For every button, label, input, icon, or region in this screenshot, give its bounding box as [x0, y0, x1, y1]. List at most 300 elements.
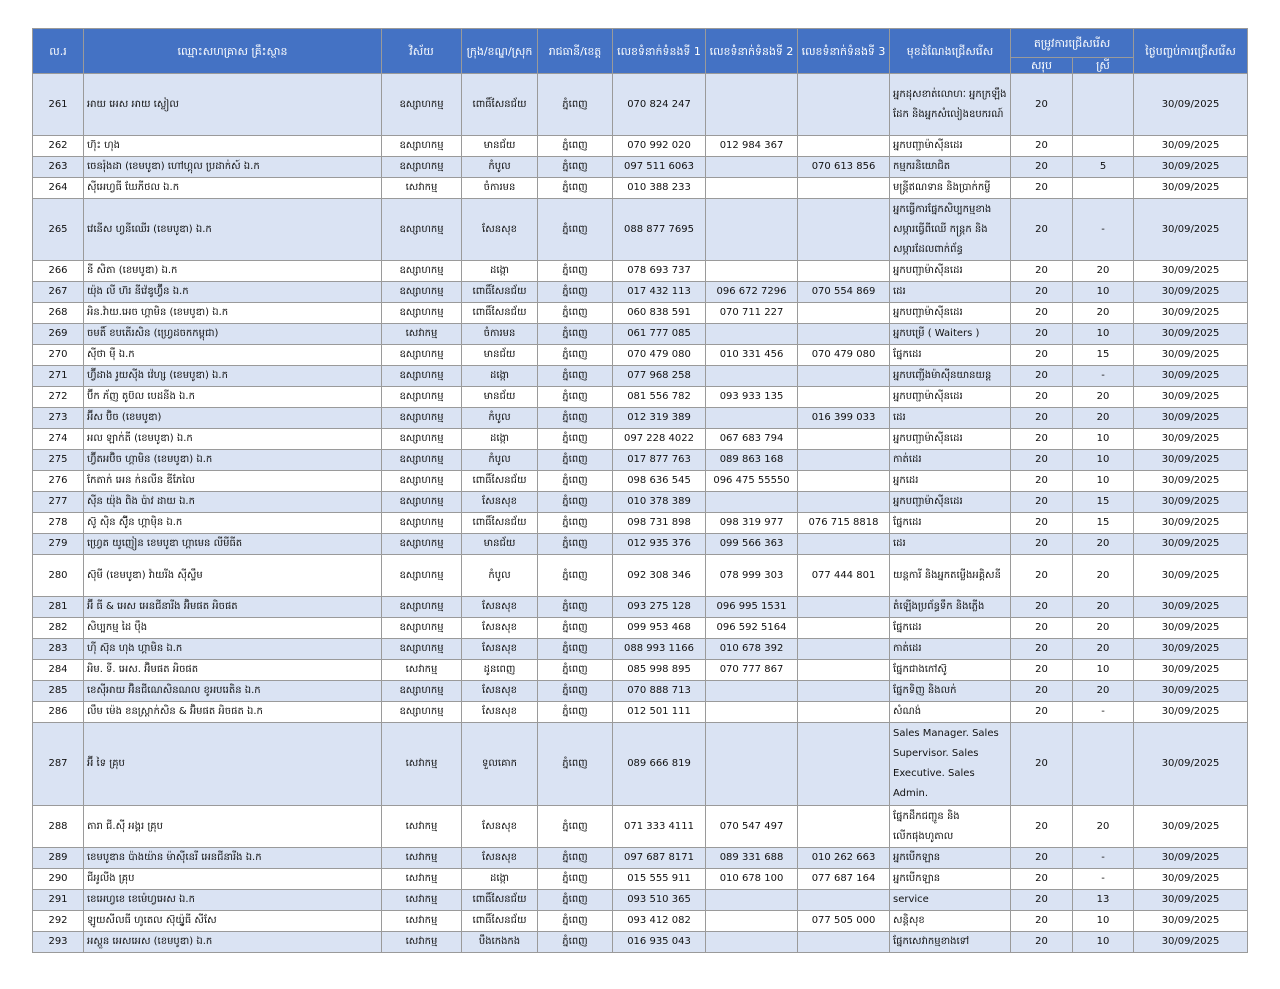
sector-cell: សេវាកម្ម — [382, 324, 462, 345]
total-count-cell: 20 — [1011, 932, 1073, 953]
district-cell: កំបូល — [462, 450, 538, 471]
row-number-cell: 264 — [33, 178, 84, 199]
deadline-cell: 30/09/2025 — [1134, 429, 1248, 450]
district-cell: មានជ័យ — [462, 534, 538, 555]
phone-1-cell: 012 935 376 — [613, 534, 706, 555]
row-number-cell: 275 — [33, 450, 84, 471]
sector-cell: សេវាកម្ម — [382, 911, 462, 932]
company-name-cell: ឡូយសីលធី ហូតេល ស៊ុយ្វ៉ូធី សីសែ — [84, 911, 382, 932]
phone-3-cell — [798, 932, 890, 953]
row-number-cell: 288 — [33, 806, 84, 848]
province-cell: ភ្នំពេញ — [538, 723, 613, 806]
province-cell: ភ្នំពេញ — [538, 597, 613, 618]
deadline-cell: 30/09/2025 — [1134, 660, 1248, 681]
female-count-cell: 15 — [1073, 345, 1134, 366]
phone-3-cell: 070 613 856 — [798, 157, 890, 178]
deadline-cell: 30/09/2025 — [1134, 890, 1248, 911]
deadline-cell: 30/09/2025 — [1134, 345, 1248, 366]
total-count-cell: 20 — [1011, 534, 1073, 555]
sector-cell: ឧស្សាហកម្ម — [382, 429, 462, 450]
sector-cell: ឧស្សាហកម្ម — [382, 492, 462, 513]
total-count-cell: 20 — [1011, 74, 1073, 136]
district-cell: ពោធិ៍សែនជ័យ — [462, 74, 538, 136]
sector-cell: ឧស្សាហកម្ម — [382, 702, 462, 723]
position-cell: អ្នកបញ្ជាម៉ាស៊ីនដេរ — [890, 303, 1011, 324]
total-count-cell: 20 — [1011, 618, 1073, 639]
sector-cell: ឧស្សាហកម្ម — [382, 303, 462, 324]
total-count-cell: 20 — [1011, 869, 1073, 890]
phone-3-cell — [798, 387, 890, 408]
company-name-cell: កែតាក់ អេន ក់នលីន ឌីភែលៃ — [84, 471, 382, 492]
deadline-cell: 30/09/2025 — [1134, 408, 1248, 429]
phone-2-cell: 093 933 135 — [706, 387, 798, 408]
phone-2-cell — [706, 261, 798, 282]
position-cell: ដេរ — [890, 408, 1011, 429]
sector-cell: ឧស្សាហកម្ម — [382, 681, 462, 702]
company-name-cell: អិម. ទី. អេស. អ៊ិមផត អិចផត — [84, 660, 382, 681]
header-no: ល.រ — [33, 29, 84, 74]
female-count-cell: 20 — [1073, 597, 1134, 618]
table-row — [33, 408, 1248, 429]
district-cell: ដង្កោ — [462, 366, 538, 387]
sector-cell: ឧស្សាហកម្ម — [382, 387, 462, 408]
sector-cell: ឧស្សាហកម្ម — [382, 345, 462, 366]
position-cell: ផ្នែកជាងកៅស៊ូ — [890, 660, 1011, 681]
phone-2-cell — [706, 911, 798, 932]
total-count-cell: 20 — [1011, 806, 1073, 848]
phone-1-cell: 081 556 782 — [613, 387, 706, 408]
total-count-cell: 20 — [1011, 178, 1073, 199]
row-number-cell: 282 — [33, 618, 84, 639]
phone-2-cell: 089 863 168 — [706, 450, 798, 471]
company-name-cell: លឹម ម៉េង ខនស្ត្រាក់សិន & អ៊ិមផត អិចផត ឯ.ក — [84, 702, 382, 723]
phone-2-cell — [706, 408, 798, 429]
district-cell: ពោធិ៍សែនជ័យ — [462, 513, 538, 534]
female-count-cell: 20 — [1073, 303, 1134, 324]
phone-3-cell: 077 687 164 — [798, 869, 890, 890]
district-cell: សែនសុខ — [462, 848, 538, 869]
header-total: សរុប — [1011, 58, 1073, 74]
province-cell: ភ្នំពេញ — [538, 890, 613, 911]
row-number-cell: 283 — [33, 639, 84, 660]
deadline-cell: 30/09/2025 — [1134, 157, 1248, 178]
position-cell: អ្នកបើកឡាន — [890, 869, 1011, 890]
phone-2-cell — [706, 178, 798, 199]
phone-3-cell — [798, 534, 890, 555]
position-cell: អ្នកបញ្ជាម៉ាស៊ីនដេរ — [890, 492, 1011, 513]
province-cell: ភ្នំពេញ — [538, 450, 613, 471]
position-cell: អ្នកបើកឡាន — [890, 848, 1011, 869]
district-cell: ដង្កោ — [462, 261, 538, 282]
header-phone1: លេខទំនាក់ទំនងទី 1 — [613, 29, 706, 74]
female-count-cell: 5 — [1073, 157, 1134, 178]
phone-3-cell: 076 715 8818 — [798, 513, 890, 534]
position-cell: យន្តការី និងអ្នកតម្លើងអគ្គិសនី — [890, 555, 1011, 597]
row-number-cell: 287 — [33, 723, 84, 806]
table-row — [33, 492, 1248, 513]
sector-cell: ឧស្សាហកម្ម — [382, 597, 462, 618]
company-name-cell: ចេនរ៉ុងដា (ខេមបូឌា) ហៅហ្គុល ប្រដាក់ស៍ ឯ.ក — [84, 157, 382, 178]
province-cell: ភ្នំពេញ — [538, 513, 613, 534]
province-cell: ភ្នំពេញ — [538, 324, 613, 345]
phone-2-cell — [706, 932, 798, 953]
table-row — [33, 555, 1248, 597]
phone-2-cell — [706, 890, 798, 911]
table-row — [33, 660, 1248, 681]
position-cell: ផ្នែកដេរ — [890, 513, 1011, 534]
province-cell: ភ្នំពេញ — [538, 932, 613, 953]
district-cell: ទួលគោក — [462, 723, 538, 806]
phone-1-cell: 097 228 4022 — [613, 429, 706, 450]
total-count-cell: 20 — [1011, 345, 1073, 366]
district-cell: មានជ័យ — [462, 345, 538, 366]
total-count-cell: 20 — [1011, 471, 1073, 492]
company-name-cell: ស៊ុមី (ខេមបូឌា) វ៉ាយរីង ស៊ីស្ទឹម — [84, 555, 382, 597]
company-name-cell: អល ឡាក់តី (ខេមបូឌា) ឯ.ក — [84, 429, 382, 450]
female-count-cell — [1073, 178, 1134, 199]
district-cell: កំបូល — [462, 555, 538, 597]
position-cell: សន្តិសុខ — [890, 911, 1011, 932]
phone-1-cell: 017 432 113 — [613, 282, 706, 303]
deadline-cell: 30/09/2025 — [1134, 178, 1248, 199]
phone-2-cell: 096 995 1531 — [706, 597, 798, 618]
company-name-cell: ប៊ីក ភ័ញ តូប៊ល បេដនីង ឯ.ក — [84, 387, 382, 408]
position-cell: ផ្នែកសេវាកម្មខាងទៅ — [890, 932, 1011, 953]
deadline-cell: 30/09/2025 — [1134, 639, 1248, 660]
position-cell: មន្ត្រីឥណទាន និងប្រាក់កម្ចី — [890, 178, 1011, 199]
position-cell: អ្នកបញ្ជាម៉ាស៊ីនដេរ — [890, 261, 1011, 282]
phone-3-cell — [798, 660, 890, 681]
table-row — [33, 723, 1248, 806]
table-row — [33, 429, 1248, 450]
sector-cell: ឧស្សាហកម្ម — [382, 555, 462, 597]
table-row — [33, 681, 1248, 702]
table-row — [33, 199, 1248, 261]
province-cell: ភ្នំពេញ — [538, 681, 613, 702]
phone-1-cell: 089 666 819 — [613, 723, 706, 806]
row-number-cell: 285 — [33, 681, 84, 702]
female-count-cell: 20 — [1073, 639, 1134, 660]
female-count-cell: - — [1073, 848, 1134, 869]
phone-2-cell: 010 331 456 — [706, 345, 798, 366]
phone-2-cell: 067 683 794 — [706, 429, 798, 450]
row-number-cell: 276 — [33, 471, 84, 492]
phone-1-cell: 010 378 389 — [613, 492, 706, 513]
deadline-cell: 30/09/2025 — [1134, 911, 1248, 932]
total-count-cell: 20 — [1011, 136, 1073, 157]
district-cell: បឹងកេងកង — [462, 932, 538, 953]
position-cell: service — [890, 890, 1011, 911]
sector-cell: សេវាកម្ម — [382, 660, 462, 681]
row-number-cell: 261 — [33, 74, 84, 136]
table-row — [33, 74, 1248, 136]
phone-3-cell: 010 262 663 — [798, 848, 890, 869]
position-cell: ផ្នែកដឹកជញ្ជូន និងលើកផុងហូតាល — [890, 806, 1011, 848]
table-row — [33, 345, 1248, 366]
company-name-cell: អិន.វ៉ាយ.អេច ហ្គាមិន (ខេមបូឌា) ឯ.ក — [84, 303, 382, 324]
province-cell: ភ្នំពេញ — [538, 471, 613, 492]
female-count-cell: - — [1073, 366, 1134, 387]
header-phone3: លេខទំនាក់ទំនងទី 3 — [798, 29, 890, 74]
row-number-cell: 270 — [33, 345, 84, 366]
company-name-cell: យ៉ុង លី ហ៊រ នីវ៉េឌូហ្វ៊ីន ឯ.ក — [84, 282, 382, 303]
position-cell: ដេរ — [890, 534, 1011, 555]
district-cell: កំបូល — [462, 157, 538, 178]
table-row — [33, 157, 1248, 178]
deadline-cell: 30/09/2025 — [1134, 702, 1248, 723]
district-cell: សែនសុខ — [462, 806, 538, 848]
province-cell: ភ្នំពេញ — [538, 869, 613, 890]
district-cell: ដង្កោ — [462, 869, 538, 890]
phone-2-cell — [706, 702, 798, 723]
sector-cell: ឧស្សាហកម្ម — [382, 513, 462, 534]
company-name-cell: ខេស៊ីអាយ អ៊ិនជីណេសិនណល ខូអបរេតិន ឯ.ក — [84, 681, 382, 702]
female-count-cell: 10 — [1073, 471, 1134, 492]
phone-1-cell: 070 479 080 — [613, 345, 706, 366]
deadline-cell: 30/09/2025 — [1134, 303, 1248, 324]
phone-2-cell — [706, 366, 798, 387]
phone-1-cell: 016 935 043 — [613, 932, 706, 953]
company-name-cell: ហ៊ុះ ហុង — [84, 136, 382, 157]
header-district: ក្រុង/ខណ្ឌ/ស្រុក — [462, 29, 538, 74]
district-cell: សែនសុខ — [462, 618, 538, 639]
position-cell: អ្នកធ្វើការផ្នែកសិប្បកម្មខាងសម្ភារធ្វើពីឈើ កន្ត្រក និងសម្ភារដែលពាក់ព័ន្ធ — [890, 199, 1011, 261]
header-company: ឈ្មោះសហគ្រាស គ្រឹះស្ថាន — [84, 29, 382, 74]
phone-3-cell — [798, 702, 890, 723]
phone-3-cell — [798, 471, 890, 492]
table-row — [33, 534, 1248, 555]
deadline-cell: 30/09/2025 — [1134, 869, 1248, 890]
deadline-cell: 30/09/2025 — [1134, 681, 1248, 702]
position-cell: អ្នកដេរ — [890, 471, 1011, 492]
phone-1-cell: 093 510 365 — [613, 890, 706, 911]
deadline-cell: 30/09/2025 — [1134, 471, 1248, 492]
phone-2-cell: 089 331 688 — [706, 848, 798, 869]
province-cell: ភ្នំពេញ — [538, 806, 613, 848]
province-cell: ភ្នំពេញ — [538, 136, 613, 157]
table-row — [33, 597, 1248, 618]
female-count-cell: 20 — [1073, 408, 1134, 429]
sector-cell: ឧស្សាហកម្ម — [382, 534, 462, 555]
province-cell: ភ្នំពេញ — [538, 157, 613, 178]
district-cell: សែនសុខ — [462, 681, 538, 702]
row-number-cell: 269 — [33, 324, 84, 345]
district-cell: ពោធិ៍សែនជ័យ — [462, 303, 538, 324]
position-cell: អ្នកបញ្ជាម៉ាស៊ីនដេរ — [890, 387, 1011, 408]
phone-2-cell: 070 547 497 — [706, 806, 798, 848]
row-number-cell: 273 — [33, 408, 84, 429]
position-cell: ដេរ — [890, 282, 1011, 303]
deadline-cell: 30/09/2025 — [1134, 597, 1248, 618]
province-cell: ភ្នំពេញ — [538, 387, 613, 408]
phone-3-cell: 077 505 000 — [798, 911, 890, 932]
phone-2-cell: 070 711 227 — [706, 303, 798, 324]
female-count-cell: - — [1073, 199, 1134, 261]
row-number-cell: 280 — [33, 555, 84, 597]
district-cell: សែនសុខ — [462, 597, 538, 618]
phone-3-cell — [798, 597, 890, 618]
total-count-cell: 20 — [1011, 261, 1073, 282]
sector-cell: ឧស្សាហកម្ម — [382, 74, 462, 136]
phone-1-cell: 099 953 468 — [613, 618, 706, 639]
row-number-cell: 293 — [33, 932, 84, 953]
row-number-cell: 274 — [33, 429, 84, 450]
total-count-cell: 20 — [1011, 429, 1073, 450]
company-name-cell: ស៊ីអេហ្វធី ឃែភីថល ឯ.ក — [84, 178, 382, 199]
deadline-cell: 30/09/2025 — [1134, 513, 1248, 534]
sector-cell: ឧស្សាហកម្ម — [382, 366, 462, 387]
province-cell: ភ្នំពេញ — [538, 534, 613, 555]
row-number-cell: 266 — [33, 261, 84, 282]
phone-2-cell — [706, 492, 798, 513]
total-count-cell: 20 — [1011, 639, 1073, 660]
sector-cell: ឧស្សាហកម្ម — [382, 157, 462, 178]
phone-1-cell: 097 511 6063 — [613, 157, 706, 178]
district-cell: ដូនពេញ — [462, 660, 538, 681]
female-count-cell: 20 — [1073, 387, 1134, 408]
district-cell: ពោធិ៍សែនជ័យ — [462, 471, 538, 492]
district-cell: ចំការមន — [462, 178, 538, 199]
phone-3-cell — [798, 639, 890, 660]
phone-2-cell: 070 777 867 — [706, 660, 798, 681]
phone-1-cell: 093 412 082 — [613, 911, 706, 932]
sector-cell: ឧស្សាហកម្ម — [382, 261, 462, 282]
province-cell: ភ្នំពេញ — [538, 74, 613, 136]
province-cell: ភ្នំពេញ — [538, 366, 613, 387]
female-count-cell: 10 — [1073, 282, 1134, 303]
province-cell: ភ្នំពេញ — [538, 429, 613, 450]
deadline-cell: 30/09/2025 — [1134, 136, 1248, 157]
total-count-cell: 20 — [1011, 890, 1073, 911]
company-name-cell: ហ៊ី ស៊ុន ហុង ហ្គាមិន ឯ.ក — [84, 639, 382, 660]
table-row — [33, 806, 1248, 848]
position-cell: អ្នកដុសខាត់លោហៈ អ្នកក្រឡឹងដែក និងអ្នកសំលៀងឧបករណ៍ — [890, 74, 1011, 136]
header-position: មុខដំណែងជ្រើសរើស — [890, 29, 1011, 74]
phone-2-cell: 012 984 367 — [706, 136, 798, 157]
phone-2-cell: 096 475 55550 — [706, 471, 798, 492]
total-count-cell: 20 — [1011, 681, 1073, 702]
position-cell: ផ្នែកដេរ — [890, 618, 1011, 639]
district-cell: មានជ័យ — [462, 136, 538, 157]
province-cell: ភ្នំពេញ — [538, 492, 613, 513]
phone-1-cell: 088 877 7695 — [613, 199, 706, 261]
phone-1-cell: 088 993 1166 — [613, 639, 706, 660]
header-need: តម្រូវការជ្រើសរើស — [1011, 29, 1134, 58]
sector-cell: ឧស្សាហកម្ម — [382, 618, 462, 639]
row-number-cell: 279 — [33, 534, 84, 555]
phone-3-cell: 077 444 801 — [798, 555, 890, 597]
phone-1-cell: 071 333 4111 — [613, 806, 706, 848]
phone-2-cell: 010 678 100 — [706, 869, 798, 890]
table-body — [33, 74, 1248, 953]
position-cell: អ្នកបញ្ជាម៉ាស៊ីនដេរ — [890, 136, 1011, 157]
sector-cell: ឧស្សាហកម្ម — [382, 471, 462, 492]
phone-3-cell — [798, 178, 890, 199]
total-count-cell: 20 — [1011, 660, 1073, 681]
company-name-cell: អ៊ី ធី & អេស អេនជីនារីង អ៊ិមផត អិចផត — [84, 597, 382, 618]
position-cell: សំណង់ — [890, 702, 1011, 723]
phone-2-cell: 010 678 392 — [706, 639, 798, 660]
table-row — [33, 261, 1248, 282]
sector-cell: ឧស្សាហកម្ម — [382, 282, 462, 303]
deadline-cell: 30/09/2025 — [1134, 534, 1248, 555]
position-cell: កម្មករនិយោជិត — [890, 157, 1011, 178]
total-count-cell: 20 — [1011, 282, 1073, 303]
row-number-cell: 263 — [33, 157, 84, 178]
phone-3-cell — [798, 723, 890, 806]
phone-3-cell — [798, 199, 890, 261]
district-cell: សែនសុខ — [462, 492, 538, 513]
phone-3-cell — [798, 261, 890, 282]
province-cell: ភ្នំពេញ — [538, 345, 613, 366]
total-count-cell: 20 — [1011, 597, 1073, 618]
phone-2-cell — [706, 723, 798, 806]
header-deadline: ថ្ងៃបញ្ចប់ការជ្រើសរើស — [1134, 29, 1248, 74]
company-name-cell: ស៊ីថា ម៉ឺ ឯ.ក — [84, 345, 382, 366]
row-number-cell: 284 — [33, 660, 84, 681]
phone-2-cell — [706, 681, 798, 702]
phone-2-cell — [706, 74, 798, 136]
company-name-cell: ខេមបូឌាន ប៉ាងយ៉ាន ម៉ាស៊ីនេរី អេនជីនារីង ឯ.ក — [84, 848, 382, 869]
row-number-cell: 278 — [33, 513, 84, 534]
phone-3-cell — [798, 806, 890, 848]
province-cell: ភ្នំពេញ — [538, 408, 613, 429]
sector-cell: សេវាកម្ម — [382, 723, 462, 806]
company-name-cell: ស៊ូ ស៊ិន ស៊ូីន ហ្គាម៉ិន ឯ.ក — [84, 513, 382, 534]
sector-cell: ឧស្សាហកម្ម — [382, 639, 462, 660]
female-count-cell: 15 — [1073, 513, 1134, 534]
deadline-cell: 30/09/2025 — [1134, 555, 1248, 597]
female-count-cell: 20 — [1073, 681, 1134, 702]
province-cell: ភ្នំពេញ — [538, 555, 613, 597]
deadline-cell: 30/09/2025 — [1134, 932, 1248, 953]
table-row — [33, 136, 1248, 157]
phone-2-cell: 099 566 363 — [706, 534, 798, 555]
phone-2-cell: 078 999 303 — [706, 555, 798, 597]
position-cell: កាត់ដេរ — [890, 639, 1011, 660]
female-count-cell: 10 — [1073, 429, 1134, 450]
table-row — [33, 890, 1248, 911]
phone-2-cell: 096 592 5164 — [706, 618, 798, 639]
phone-3-cell — [798, 890, 890, 911]
district-cell: មានជ័យ — [462, 387, 538, 408]
company-name-cell: អ៊ីស ប៊ិច (ខេមបូឌា) — [84, 408, 382, 429]
female-count-cell: 10 — [1073, 324, 1134, 345]
company-name-cell: ហ្វ្រេត យូញៀន ខេមបូឌា ហ្គាមេន លីមីធីត — [84, 534, 382, 555]
table-row — [33, 513, 1248, 534]
female-count-cell — [1073, 723, 1134, 806]
total-count-cell: 20 — [1011, 702, 1073, 723]
phone-3-cell: 016 399 033 — [798, 408, 890, 429]
row-number-cell: 292 — [33, 911, 84, 932]
row-number-cell: 281 — [33, 597, 84, 618]
position-cell: អ្នកបម្រើ ( Waiters ) — [890, 324, 1011, 345]
female-count-cell: 20 — [1073, 261, 1134, 282]
female-count-cell: 20 — [1073, 555, 1134, 597]
total-count-cell: 20 — [1011, 324, 1073, 345]
phone-2-cell — [706, 157, 798, 178]
company-name-cell: អាយ អេស អាយ ស្លៀល — [84, 74, 382, 136]
phone-1-cell: 097 687 8171 — [613, 848, 706, 869]
row-number-cell: 291 — [33, 890, 84, 911]
phone-3-cell — [798, 136, 890, 157]
sector-cell: សេវាកម្ម — [382, 848, 462, 869]
phone-1-cell: 098 636 545 — [613, 471, 706, 492]
province-cell: ភ្នំពេញ — [538, 303, 613, 324]
female-count-cell: 20 — [1073, 618, 1134, 639]
header-province: រាជធានី/ខេត្ត — [538, 29, 613, 74]
phone-2-cell — [706, 324, 798, 345]
